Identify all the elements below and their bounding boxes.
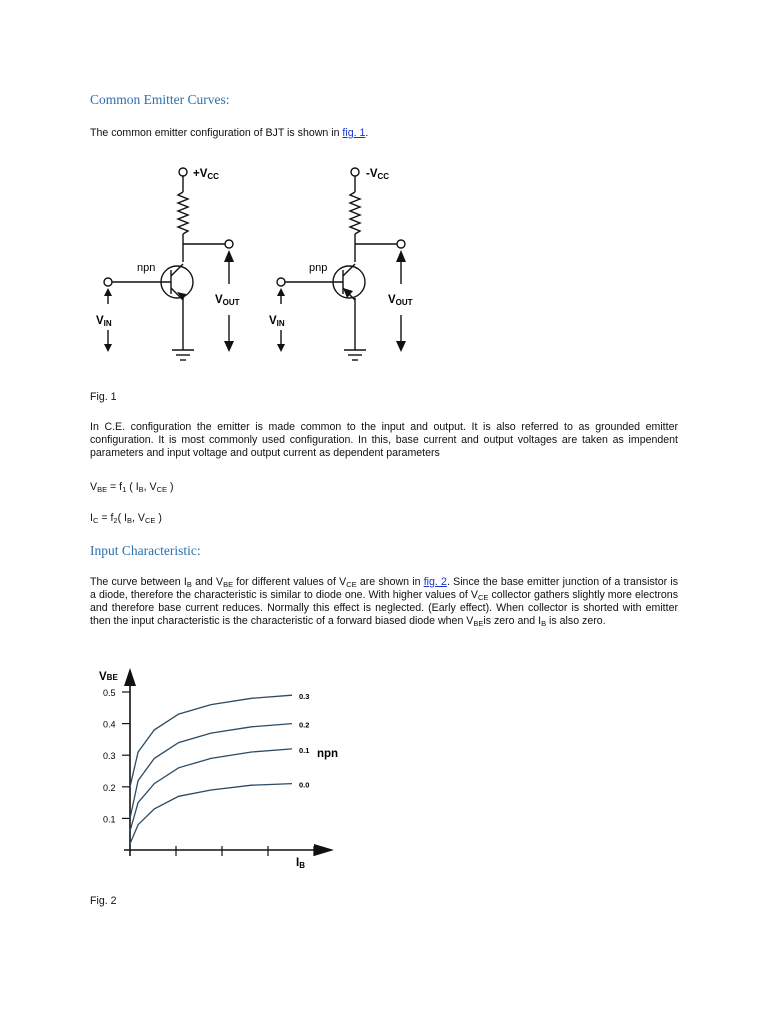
x-axis-label: IB [296,857,305,870]
pnp-arrows [277,250,406,352]
input-characteristic-paragraph: The curve between $I_B$ and $V_{BE}$ for different values of $V_{CE}$ are shown in fig. 2. Since the base emitter junction of a transistor is a diode, therefore the characteristic is similar to diode one. With higher values of $V_{CE}$ collector gathers slightly more electrons and therefore base current reduces. Normally this effect is neglected. (Early effect). When collector is shorted with emitter then the input characteristic is the characteristic of a forward biased diode when $V_{BE}is$ zero and $I_B$ is also zero. [90,576,678,628]
npn-resistor [178,192,188,234]
section-heading-input-characteristic: Input Characteristic: [90,543,201,558]
npn-vout-label: VOUT [215,294,240,307]
intro-paragraph [90,127,678,140]
pnp-circuit [277,168,405,360]
y-tick-label: 0.3 [103,751,116,762]
curve-vce-0-2 [130,724,292,819]
fig1-caption: Fig. 1 [90,391,117,403]
pnp-type-label: pnp [309,262,328,274]
curve-label: 0.3 [299,692,310,702]
pnp-vin-label: VIN [269,315,285,328]
npn-annotation: npn [317,748,339,760]
chart-curves [130,695,292,844]
pnp-vout-label: VOUT [388,294,413,307]
intro-period: . [365,127,369,139]
fig1-circuit-diagram [0,150,768,380]
x-axis-arrowhead [314,844,334,856]
pnp-supply-terminal [351,168,359,176]
npn-vin-label: VIN [96,315,112,328]
fig2-caption: Fig. 2 [90,895,117,907]
y-axis-label: VBE [99,671,118,683]
y-tick-label: 0.4 [103,719,116,730]
pnp-output-terminal [397,240,405,248]
npn-type-label: npn [137,262,156,274]
curve-vce-0-3 [130,695,292,787]
curve-label: 0.2 [299,720,310,730]
intro-text: The common emitter configuration of BJT is shown in [90,127,343,139]
npn-supply-label: +VCC [193,168,219,181]
npn-circuit [104,168,233,360]
equation-ic: $I_C = f_2$( $I_B$, $V_{CE}$ ) [90,512,162,525]
ce-configuration-paragraph: In C.E. configuration the emitter is made common to the input and output. It is also referred to as grounded emitter configuration. It is most commonly used configuration. In this, base current and output voltages are taken as impendent parameters and input voltage and output current as dependent parameters [90,421,678,459]
fig2-link[interactable]: fig. 2 [423,576,447,588]
fig1-link[interactable]: fig. 1 [342,127,366,139]
chart-labels [99,671,338,870]
fig2-input-characteristic-chart [0,655,768,875]
npn-supply-terminal [179,168,187,176]
pnp-supply-label: -VCC [366,168,390,181]
y-tick-label: 0.1 [103,814,116,825]
section-heading-common-emitter: Common Emitter Curves: [90,92,230,107]
npn-output-terminal [225,240,233,248]
equation-vbe: $V_{BE} = f_1$ ( $I_B$, $V_{CE}$ ) [90,481,174,494]
y-tick-label: 0.5 [103,688,116,698]
pnp-resistor [350,192,360,234]
y-axis-arrowhead [124,668,136,686]
curve-vce-0-0 [130,784,292,844]
curve-label: 0.1 [299,745,310,755]
y-tick-label: 0.2 [103,782,116,793]
pnp-input-terminal [277,278,285,286]
curve-label: 0.0 [299,780,310,790]
npn-input-terminal [104,278,112,286]
